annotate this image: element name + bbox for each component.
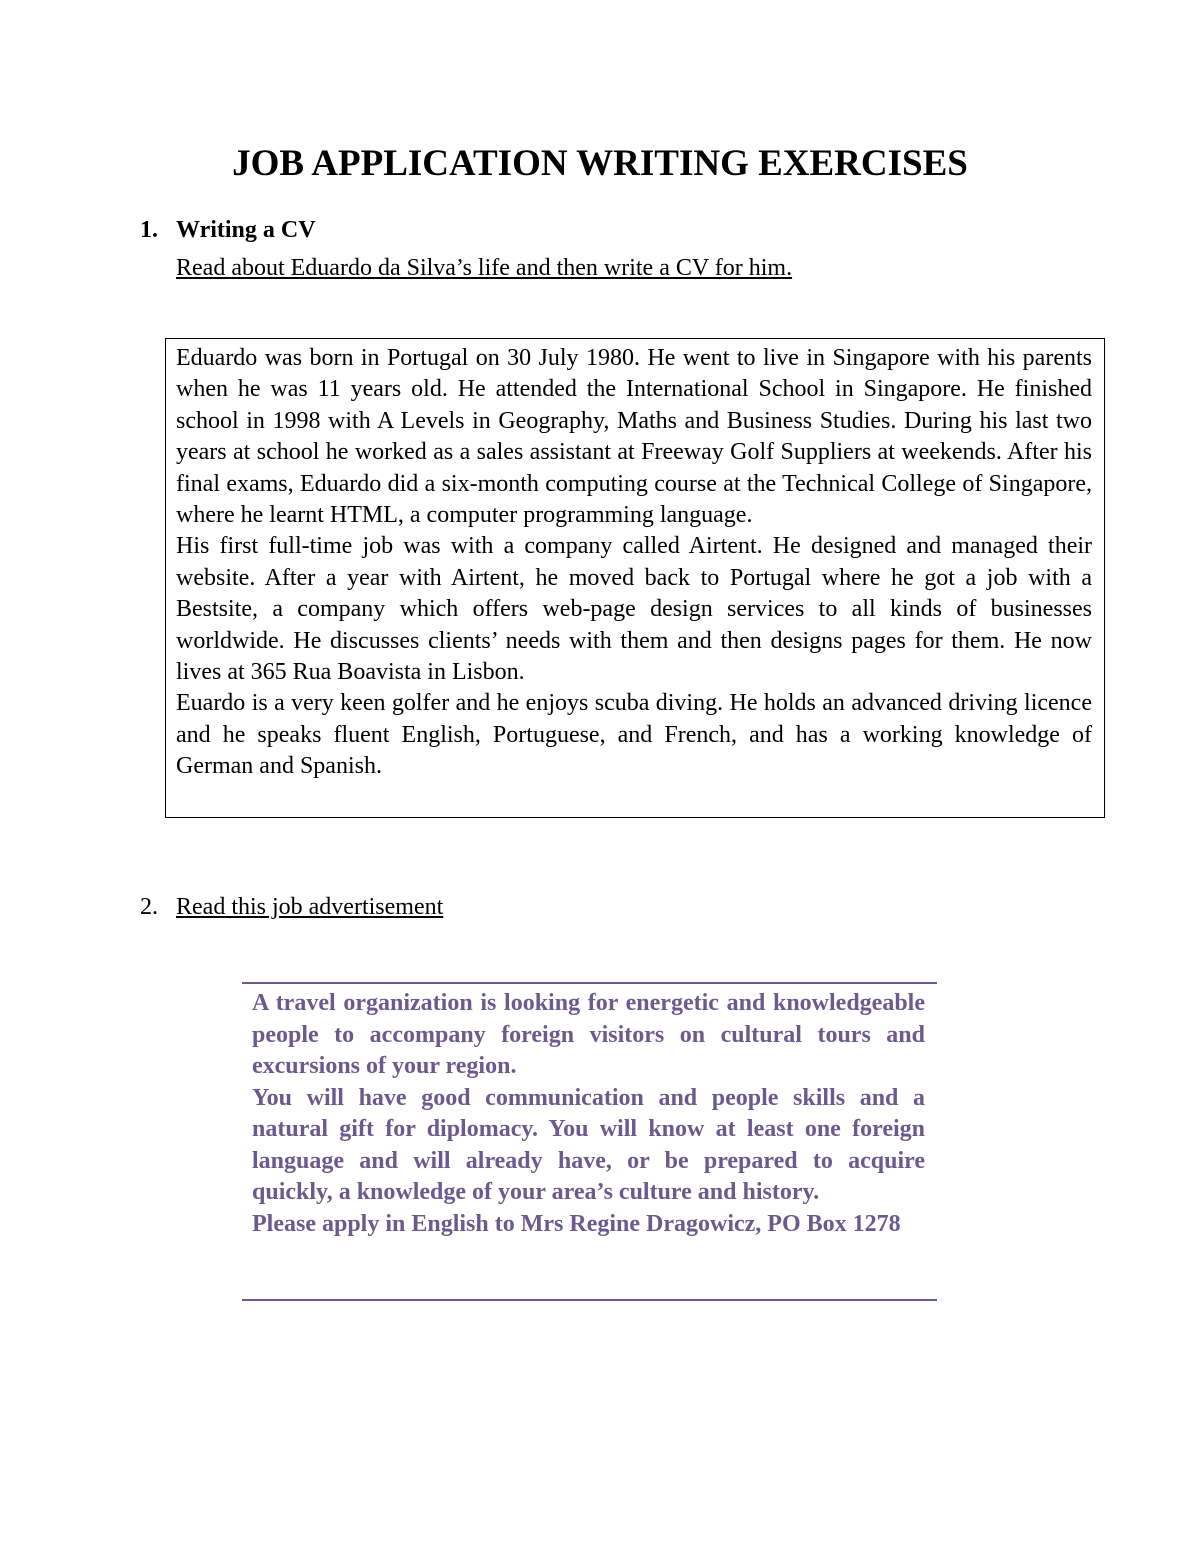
job-advertisement-box <box>242 982 937 1301</box>
advertisement-paragraph-3: Please apply in English to Mrs Regine Dragowicz, PO Box 1278 <box>252 1210 901 1237</box>
advertisement-paragraph-2: You will have good communication and people skills and a natural gift for diplomacy. You will know at least one foreign language and will already have, or be prepared to acquire quickly, a knowledge of your area’s culture and history. <box>252 1084 925 1205</box>
section-2-number: 2. <box>140 894 158 920</box>
biography-box <box>165 338 1105 818</box>
section-1-instruction: Read about Eduardo da Silva’s life and then write a CV for him. <box>176 255 793 281</box>
document-title: JOB APPLICATION WRITING EXERCISES <box>232 143 968 184</box>
section-1-heading: Writing a CV <box>176 217 316 243</box>
advertisement-paragraph-1: A travel organization is looking for energetic and knowledgeable people to accompany foreign visitors on cultural tours and excursions of your region. <box>252 990 925 1079</box>
section-2-heading: Read this job advertisement <box>176 894 444 920</box>
biography-paragraph-2: His first full-time job was with a company called Airtent. He designed and managed their website. After a year with Airtent, he moved back to Portugal where he got a job with a Bestsite, a company which offers web-page design services to all kinds of businesses worldwide. He discusses clients’ needs with them and then designs pages for them. He now lives at 365 Rua Boavista in Lisbon. <box>176 533 1092 686</box>
section-1-number: 1. <box>140 217 158 243</box>
biography-paragraph-1: Eduardo was born in Portugal on 30 July 1980. He went to live in Singapore with his parents when he was 11 years old. He attended the International School in Singapore. He finished school in 1998 with A Levels in Geography, Maths and Business Studies. During his last two years at school he worked as a sales assistant at Freeway Golf Suppliers at weekends. After his final exams, Eduardo did a six-month computing course at the Technical College of Singapore, where he learnt HTML, a computer programming language. <box>176 345 1092 529</box>
biography-paragraph-3: Euardo is a very keen golfer and he enjoys scuba diving. He holds an advanced driving licence and he speaks fluent English, Portuguese, and French, and has a working knowledge of German and Spanish. <box>176 690 1092 780</box>
